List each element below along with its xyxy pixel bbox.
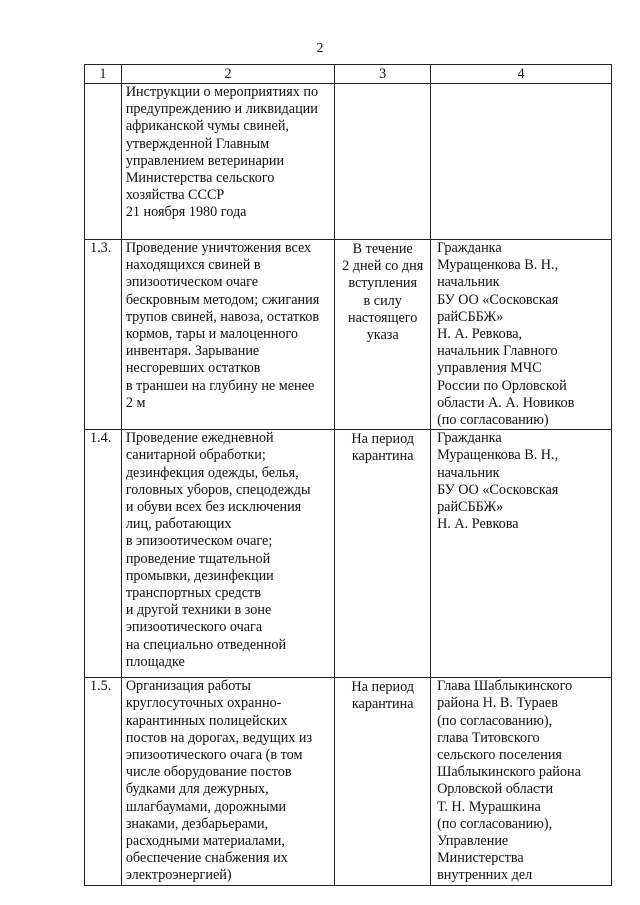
- text-line: Инструкции о мероприятиях по: [125, 84, 319, 100]
- row-number-cell: [85, 84, 122, 240]
- text-line: Муращенкова В. Н.,: [437, 447, 559, 464]
- text-line: Т. Н. Мурашкина: [437, 798, 541, 815]
- deadline-cell: [335, 430, 431, 678]
- text-line: в траншеи на глубину не менее: [125, 377, 315, 394]
- text-line: Управление: [437, 833, 509, 850]
- measures-table: [84, 64, 612, 886]
- text-line: Гражданка: [437, 430, 502, 447]
- text-line: предупреждению и ликвидации: [125, 101, 318, 118]
- text-line: дезинфекция одежды, белья,: [125, 464, 299, 481]
- row-number-cell: 1.4.: [85, 430, 122, 678]
- text-line: карантинных полицейских: [125, 712, 288, 729]
- text-line: Организация работы: [125, 678, 251, 695]
- text-line: (по согласованию): [437, 412, 549, 429]
- text-line: Глава Шаблыкинского: [437, 678, 573, 695]
- measure-cell: [121, 678, 335, 885]
- text-line: бескровным методом; сжигания: [125, 291, 320, 308]
- text-line: знаками, дезбарьерами,: [125, 815, 269, 832]
- text-line: головных уборов, спецодежды: [125, 481, 311, 498]
- text-line: лиц, работающих: [125, 516, 232, 533]
- text-line: Орловской области: [437, 781, 554, 798]
- text-line: области А. А. Новиков: [437, 394, 575, 411]
- text-line: промывки, дезинфекции: [125, 567, 274, 584]
- text-line: Министерства сельского: [125, 170, 275, 187]
- text-line: начальник: [437, 274, 500, 291]
- text-line: африканской чумы свиней,: [125, 118, 289, 135]
- text-line: хозяйства СССР: [125, 187, 225, 204]
- text-line: Муращенкова В. Н.,: [437, 257, 559, 274]
- text-line: несгоревших остатков: [125, 360, 261, 377]
- measure-cell: [121, 240, 335, 430]
- text-line: глава Титовского: [437, 729, 540, 746]
- text-line: эпизоотическом очаге: [125, 274, 259, 291]
- header-col-1: 1: [85, 65, 122, 84]
- text-line: райСББЖ»: [437, 308, 504, 325]
- text-line: и обуви всех без исключения: [125, 499, 302, 516]
- text-line: управления МЧС: [437, 360, 542, 377]
- text-line: настоящего: [348, 309, 418, 326]
- row-number-cell: 1.3.: [85, 240, 122, 430]
- text-line: находящихся свиней в: [125, 257, 261, 274]
- text-line: вступления: [348, 275, 418, 292]
- text-line: Шаблыкинского района: [437, 764, 581, 781]
- text-line: России по Орловской: [437, 377, 567, 394]
- header-col-4: 4: [431, 65, 612, 84]
- text-line: утвержденной Главным: [125, 135, 270, 152]
- table-row: [85, 678, 612, 885]
- text-line: указа: [366, 327, 399, 344]
- text-line: эпизоотического очага (в том: [125, 747, 303, 764]
- text-line: санитарной обработки;: [125, 447, 266, 464]
- text-line: райСББЖ»: [437, 499, 504, 516]
- text-line: будками для дежурных,: [125, 781, 269, 798]
- text-line: управлением ветеринарии: [125, 152, 285, 169]
- text-line: начальник Главного: [437, 343, 558, 360]
- text-line: круглосуточных охранно-: [125, 695, 282, 712]
- responsible-cell: [431, 678, 612, 885]
- text-line: В течение: [352, 241, 413, 257]
- text-line: кормов, тары и малоценного: [125, 326, 299, 343]
- text-line: (по согласованию),: [437, 712, 553, 729]
- text-line: Гражданка: [437, 240, 502, 256]
- responsible-cell: [431, 240, 612, 430]
- text-line: постов на дорогах, ведущих из: [125, 729, 313, 746]
- text-line: Проведение уничтожения всех: [125, 240, 312, 256]
- text-line: начальник: [437, 464, 500, 481]
- text-line: Н. А. Ревкова: [437, 516, 519, 533]
- text-line: проведение тщательной: [125, 550, 271, 567]
- text-line: трупов свиней, навоза, остатков: [125, 308, 320, 325]
- text-line: внутренних дел: [437, 867, 533, 884]
- text-line: и другой техники в зоне: [125, 602, 272, 619]
- text-line: транспортных средств: [125, 585, 261, 602]
- text-line: инвентаря. Зарывание: [125, 343, 260, 360]
- text-line: На период: [351, 431, 414, 448]
- responsible-cell: [431, 84, 612, 240]
- measure-cell: [121, 84, 335, 240]
- table-header-row: [85, 65, 612, 84]
- measure-cell: [121, 430, 335, 678]
- header-col-3: 3: [335, 65, 431, 84]
- text-line: На период: [351, 679, 414, 696]
- text-line: 2 м: [125, 394, 146, 411]
- text-line: Министерства: [437, 850, 524, 867]
- header-col-2: 2: [121, 65, 335, 84]
- responsible-cell: [431, 430, 612, 678]
- text-line: шлагбаумами, дорожными: [125, 798, 287, 815]
- deadline-cell: [335, 240, 431, 430]
- text-line: площадке: [125, 653, 185, 670]
- text-line: расходными материалами,: [125, 833, 285, 850]
- text-line: сельского поселения: [437, 747, 562, 764]
- text-line: карантина: [351, 448, 414, 465]
- text-line: электроэнергией): [125, 867, 232, 884]
- text-line: района Н. В. Тураев: [437, 695, 558, 712]
- text-line: БУ ОО «Сосковская: [437, 481, 559, 498]
- text-line: обеспечение снабжения их: [125, 850, 288, 867]
- text-line: на специально отведенной: [125, 636, 287, 653]
- text-line: в эпизоотическом очаге;: [125, 533, 273, 550]
- text-line: БУ ОО «Сосковская: [437, 291, 559, 308]
- text-line: Н. А. Ревкова,: [437, 326, 523, 343]
- text-line: карантина: [351, 696, 414, 713]
- text-line: числе оборудование постов: [125, 764, 292, 781]
- table-row: [85, 430, 612, 678]
- text-line: (по согласованию),: [437, 815, 553, 832]
- table-row: [85, 240, 612, 430]
- row-number-cell: 1.5.: [85, 678, 122, 885]
- text-line: эпизоотического очага: [125, 619, 263, 636]
- text-line: в силу: [363, 292, 402, 309]
- deadline-cell: [335, 84, 431, 240]
- text-line: 21 ноября 1980 года: [125, 204, 247, 221]
- page-number: 2: [316, 41, 324, 56]
- text-line: 2 дней со дня: [342, 258, 424, 275]
- deadline-cell: [335, 678, 431, 885]
- table-row: [85, 84, 612, 240]
- text-line: Проведение ежедневной: [125, 430, 274, 447]
